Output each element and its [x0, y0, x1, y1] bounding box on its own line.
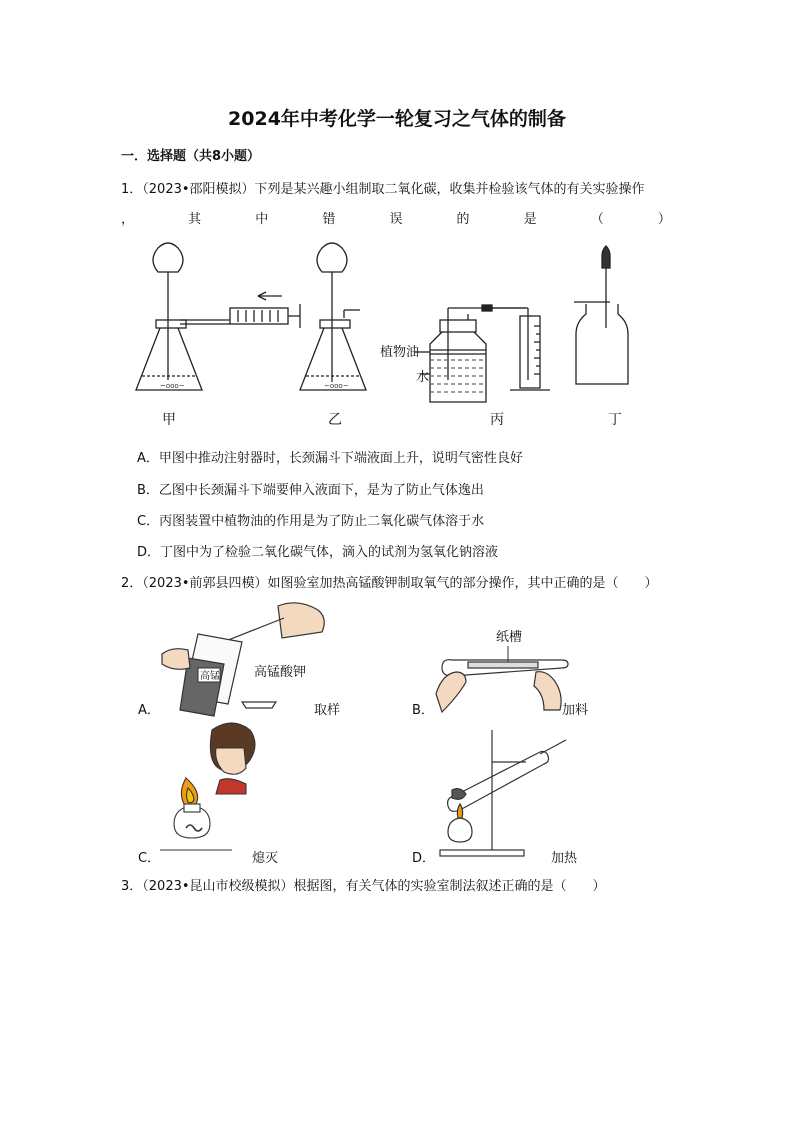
- q2-option-c-letter[interactable]: C．: [138, 851, 161, 866]
- bottle-label: 高锰: [200, 671, 220, 682]
- question-1-stem: 1．（2023•邵阳模拟）下列是某兴趣小组制取二氧化碳，收集并检验该气体的有关实验操作: [121, 182, 645, 197]
- stem-tail-char: 是: [523, 212, 537, 227]
- stem-tail-char: （: [590, 212, 604, 227]
- option-c[interactable]: C．丙图装置中植物油的作用是为了防止二氧化碳气体溶于水: [137, 514, 485, 529]
- option-a-illustration: [158, 598, 341, 722]
- paper-trough-label: 纸槽: [496, 630, 523, 645]
- page-title: 2024年中考化学一轮复习之气体的制备: [228, 108, 566, 130]
- stem-tail-char: 中: [255, 212, 269, 227]
- q2-option-a-caption: 取样: [314, 703, 341, 718]
- question-1-figure: [130, 240, 650, 430]
- stem-tail-char: ）: [657, 212, 671, 227]
- svg-text:~ooo~: ~ooo~: [324, 382, 349, 390]
- jar-ding-diagram: [574, 246, 628, 384]
- oil-label: 植物油: [380, 345, 420, 360]
- figure-label-bing: 丙: [490, 412, 504, 428]
- question-1-stem-tail: [121, 208, 671, 227]
- figure-label-yi: 乙: [328, 412, 342, 428]
- stem-tail-char: 误: [389, 212, 403, 227]
- section-heading: 一．选择题（共8小题）: [121, 149, 261, 164]
- svg-text:~ooo~: ~ooo~: [160, 382, 185, 390]
- figure-label-jia: 甲: [162, 412, 176, 428]
- stem-tail-char: 其: [188, 212, 202, 227]
- q2-option-b-caption: 加料: [562, 703, 589, 718]
- q2-option-c-caption: 熄灭: [252, 851, 279, 866]
- option-b[interactable]: B．乙图中长颈漏斗下端要伸入液面下，是为了防止气体逸出: [137, 483, 484, 498]
- option-b-illustration: [432, 624, 582, 714]
- option-d-illustration: [430, 726, 570, 860]
- stem-tail-char: 的: [456, 212, 470, 227]
- option-a[interactable]: A．甲图中推动注射器时，长颈漏斗下端液面上升，说明气密性良好: [137, 451, 523, 466]
- flask-yi-diagram: [300, 243, 366, 390]
- stem-tail-char: ，: [121, 212, 135, 227]
- bottle-bing-diagram: [414, 305, 550, 402]
- q2-option-d-caption: 加热: [551, 851, 578, 866]
- figure-label-ding: 丁: [608, 412, 622, 428]
- q2-option-d-letter[interactable]: D．: [412, 851, 436, 866]
- q2-option-b-letter[interactable]: B．: [412, 703, 434, 718]
- q2-option-a-letter[interactable]: A．: [138, 703, 160, 718]
- stem-tail-char: 错: [322, 212, 336, 227]
- water-label: 水: [416, 370, 430, 385]
- option-d[interactable]: D．丁图中为了检验二氧化碳气体，滴入的试剂为氢氧化钠溶液: [137, 545, 499, 560]
- flask-jia-diagram: [136, 243, 300, 390]
- question-2-stem: 2．（2023•前郭县四模）如图验室加热高锰酸钾制取氧气的部分操作，其中正确的是（ ）: [121, 576, 658, 591]
- option-c-illustration: [160, 720, 270, 860]
- question-3-stem: 3．（2023•昆山市校级模拟）根据图，有关气体的实验室制法叙述正确的是（ ）: [121, 879, 606, 894]
- kmno4-label: 高锰酸钾: [254, 665, 307, 680]
